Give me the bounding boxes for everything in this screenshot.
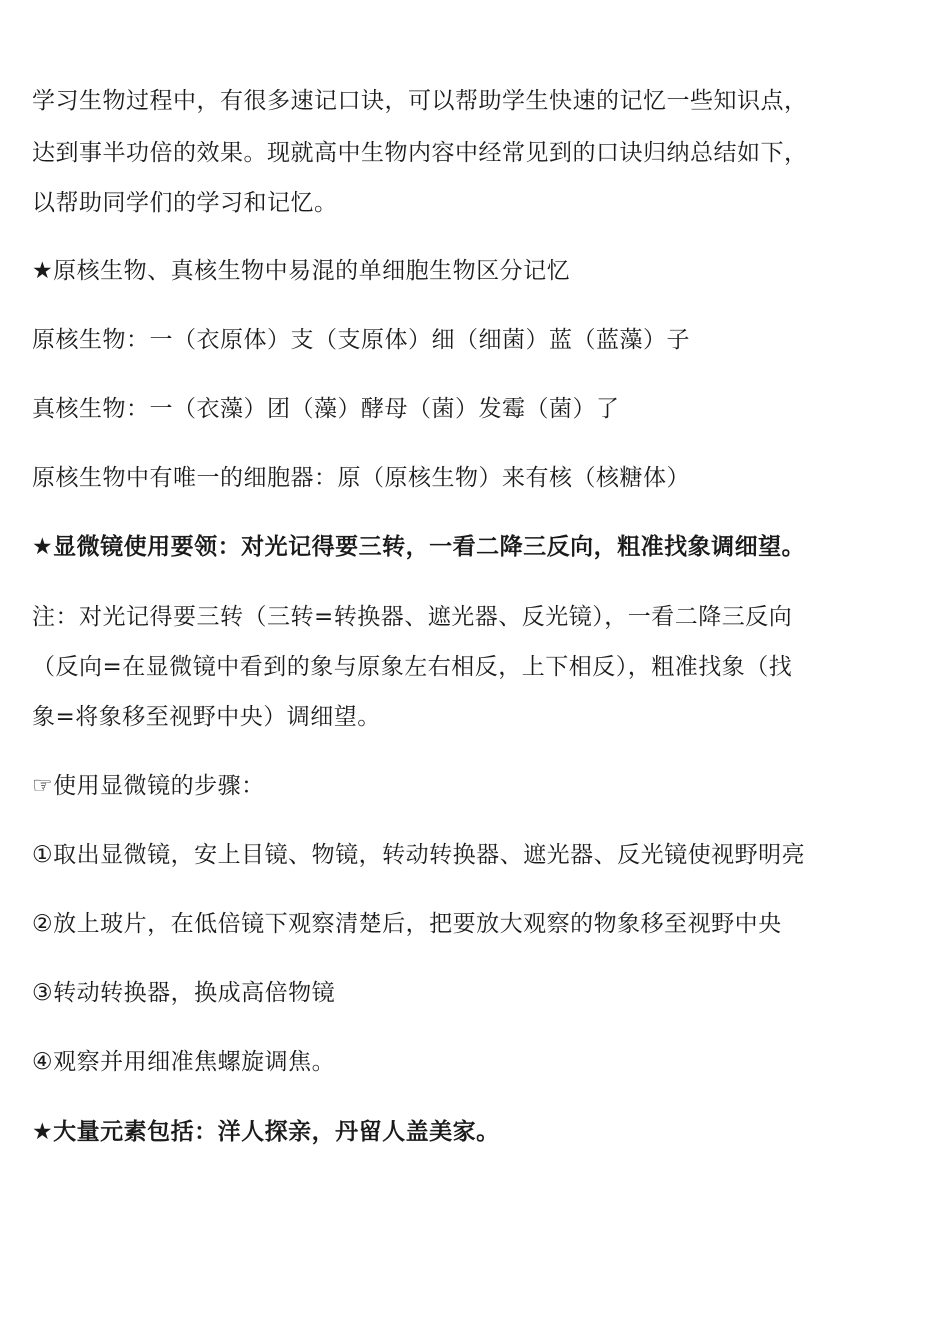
section-heading-cell-organisms: ★原核生物、真核生物中易混的单细胞生物区分记忆: [32, 258, 571, 284]
eukaryote-mnemonic: 真核生物：一（衣藻）团（藻）酵母（菌）发霉（菌）了: [32, 396, 620, 422]
microscope-step-1: ①取出显微镜，安上目镜、物镜，转动转换器、遮光器、反光镜使视野明亮: [32, 842, 806, 868]
microscope-note-line-2: （反向=在显微镜中看到的象与原象左右相反，上下相反），粗准找象（找: [32, 654, 793, 680]
organelle-mnemonic: 原核生物中有唯一的细胞器：原（原核生物）来有核（核糖体）: [32, 465, 690, 491]
microscope-steps-title: ☞使用显微镜的步骤：: [32, 773, 265, 799]
microscope-note-line-1: 注：对光记得要三转（三转=转换器、遮光器、反光镜），一看二降三反向: [32, 604, 793, 630]
microscope-step-2: ②放上玻片，在低倍镜下观察清楚后，把要放大观察的物象移至视野中央: [32, 911, 782, 937]
prokaryote-mnemonic: 原核生物：一（衣原体）支（支原体）细（细菌）蓝（蓝藻）子: [32, 327, 690, 353]
intro-line-3: 以帮助同学们的学习和记忆。: [32, 190, 338, 216]
section-heading-microscope: ★显微镜使用要领：对光记得要三转，一看二降三反向，粗准找象调细望。: [32, 534, 806, 560]
microscope-note-line-3: 象=将象移至视野中央）调细望。: [32, 704, 381, 730]
intro-line-2: 达到事半功倍的效果。现就高中生物内容中经常见到的口诀归纳总结如下，: [32, 140, 808, 166]
microscope-step-4: ④观察并用细准焦螺旋调焦。: [32, 1049, 336, 1075]
microscope-step-3: ③转动转换器，换成高倍物镜: [32, 980, 336, 1006]
intro-line-1: 学习生物过程中，有很多速记口诀，可以帮助学生快速的记忆一些知识点，: [32, 88, 808, 114]
section-heading-macro-elements: ★大量元素包括：洋人探亲，丹留人盖美家。: [32, 1119, 500, 1145]
